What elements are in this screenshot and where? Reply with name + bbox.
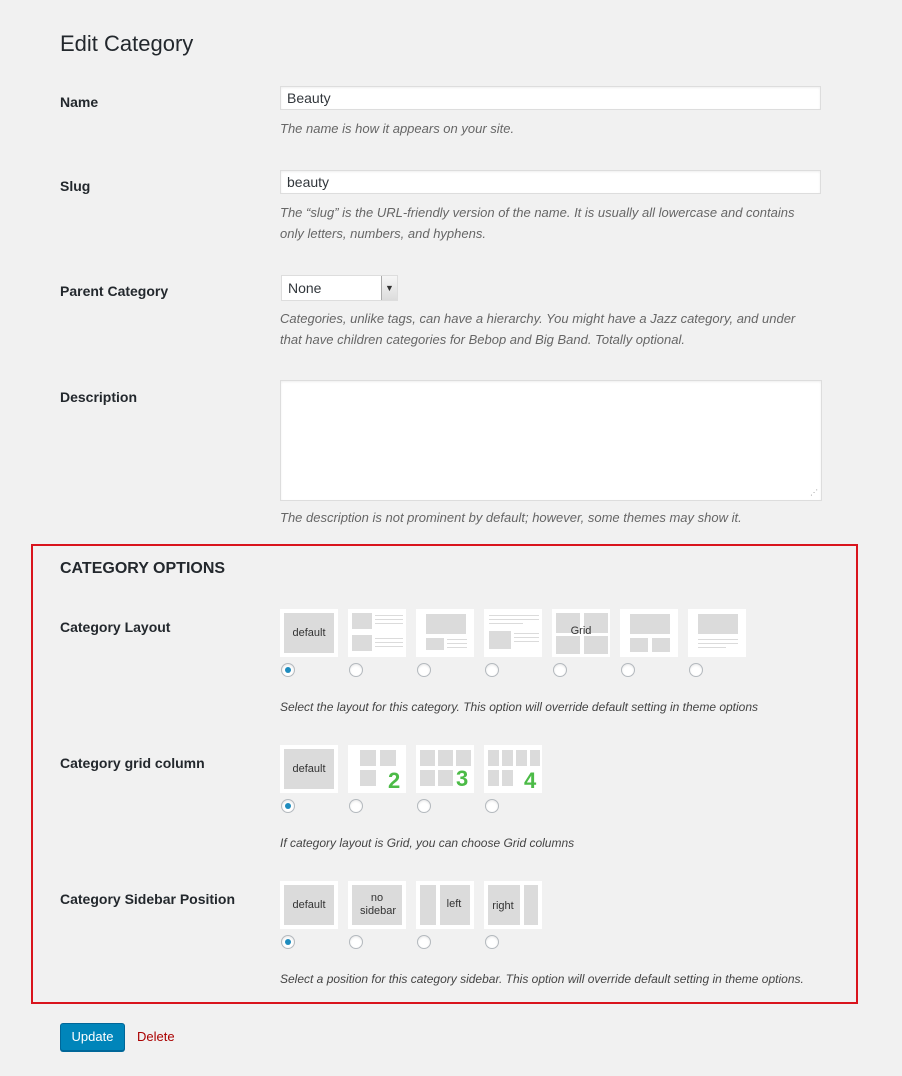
grid-column-radio-1[interactable] [281,799,295,813]
layout-option-large-grid[interactable] [620,609,678,657]
name-help: The name is how it appears on your site. [280,121,515,136]
sidebar-option-no-sidebar[interactable] [348,881,406,929]
grid-column-number-3: 3 [456,766,469,791]
grid-column-option-4[interactable] [484,745,542,793]
layout-radio-3[interactable] [417,663,431,677]
parent-category-label: Parent Category [60,283,169,299]
description-help: The description is not prominent by default; however, some themes may show it. [280,510,742,525]
name-label: Name [60,94,99,110]
category-options-title: CATEGORY OPTIONS [60,560,226,577]
grid-column-option-default-label: default [292,763,326,775]
slug-help-line2: only letters, numbers, and hyphens. [280,226,486,241]
layout-radio-1[interactable] [281,663,295,677]
slug-field[interactable] [280,170,821,194]
layout-option-grid-label: Grid [570,625,592,637]
grid-column-option-default[interactable] [280,745,338,793]
grid-column-number-2: 2 [388,768,401,793]
layout-radio-5[interactable] [553,663,567,677]
layout-radio-2[interactable] [349,663,363,677]
description-label: Description [60,389,138,405]
parent-help-line1: Categories, unlike tags, can have a hierarchy. You might have a Jazz category, and under [280,311,796,326]
parent-category-select[interactable] [281,275,398,301]
grid-column-radio-3[interactable] [417,799,431,813]
sidebar-option-left-label: left [446,898,462,910]
sidebar-option-left[interactable] [416,881,474,929]
sidebar-option-default[interactable] [280,881,338,929]
sidebar-option-right[interactable] [484,881,542,929]
update-button[interactable]: Update [60,1023,125,1051]
description-textarea[interactable] [280,380,822,501]
layout-option-grid[interactable] [552,609,610,657]
sidebar-option-no-sidebar-label: no sidebar [360,892,397,917]
sidebar-radio-2[interactable] [349,935,363,949]
sidebar-radio-4[interactable] [485,935,499,949]
sidebar-option-right-label: right [492,900,514,912]
grid-column-note: If category layout is Grid, you can choose Grid columns [280,836,575,850]
grid-column-number-4: 4 [524,768,537,793]
layout-option-large-classic[interactable] [688,609,746,657]
delete-link[interactable]: Delete [137,1029,175,1044]
resize-handle-icon[interactable]: ⋰ [810,488,818,497]
grid-column-option-3[interactable] [416,745,474,793]
layout-option-large-list[interactable] [416,609,474,657]
chevron-down-icon[interactable]: ▼ [381,276,397,300]
grid-column-option-2[interactable] [348,745,406,793]
category-layout-label: Category Layout [60,619,171,635]
grid-column-radio-4[interactable] [485,799,499,813]
page-title: Edit Category [60,31,194,56]
sidebar-position-label: Category Sidebar Position [60,891,236,907]
grid-column-label: Category grid column [60,755,205,771]
parent-help-line2: that have children categories for Bebop and Big Band. Totally optional. [280,332,685,347]
grid-column-radio-2[interactable] [349,799,363,813]
sidebar-radio-1[interactable] [281,935,295,949]
sidebar-option-default-label: default [292,899,326,911]
layout-radio-7[interactable] [689,663,703,677]
name-field[interactable] [280,86,821,110]
sidebar-position-note: Select a position for this category sidebar. This option will override default setting in theme options. [280,972,804,986]
layout-option-list[interactable] [348,609,406,657]
slug-help-line1: The “slug” is the URL-friendly version of the name. It is usually all lowercase and contains [280,205,795,220]
layout-option-default[interactable] [280,609,338,657]
layout-radio-6[interactable] [621,663,635,677]
layout-option-mixed[interactable] [484,609,542,657]
layout-option-default-label: default [292,627,326,639]
category-layout-note: Select the layout for this category. This option will override default setting in theme options [280,700,759,714]
sidebar-radio-3[interactable] [417,935,431,949]
slug-label: Slug [60,178,91,194]
parent-category-value: None [288,280,322,296]
layout-radio-4[interactable] [485,663,499,677]
